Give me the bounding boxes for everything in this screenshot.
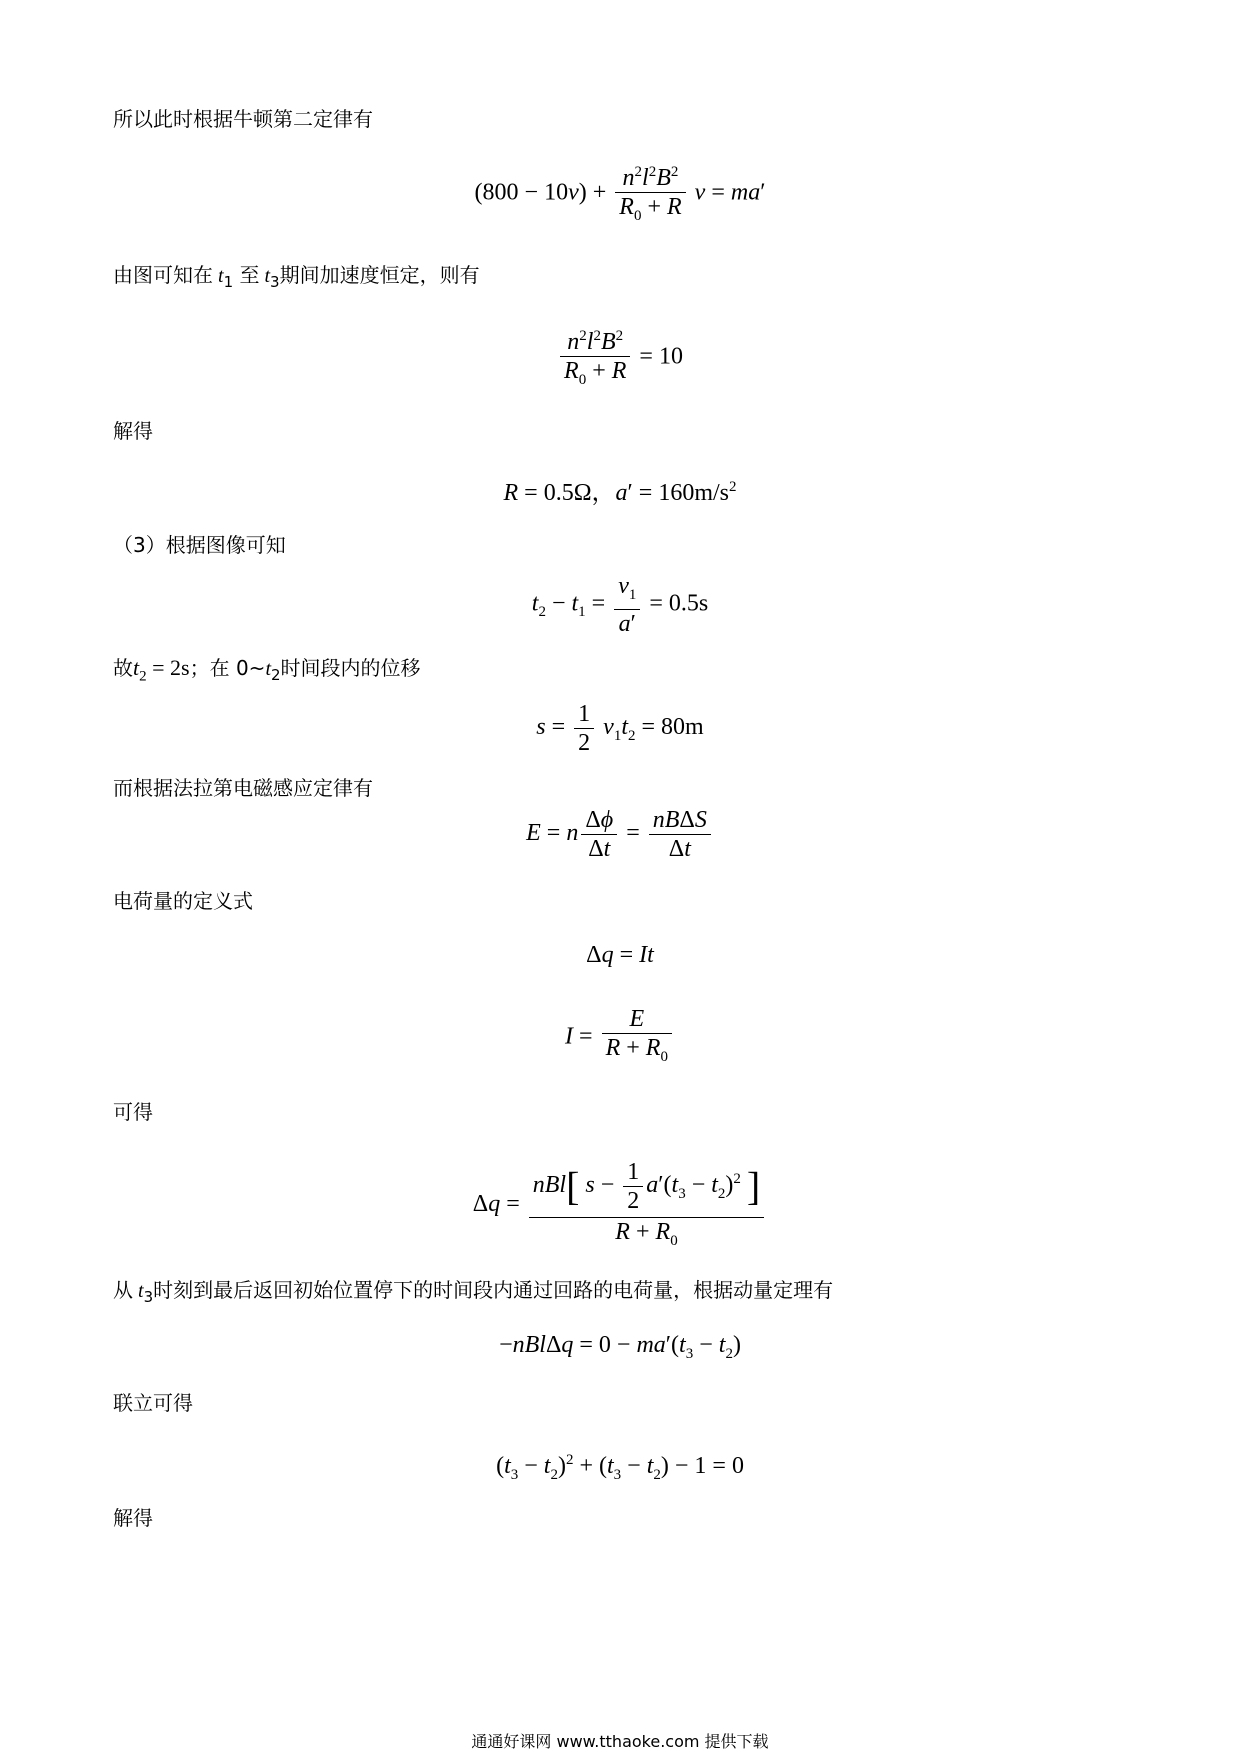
paragraph-momentum-theorem: 从 $t_3$时刻到最后返回初始位置停下的时间段内通过回路的电荷量，根据动量定理有 <box>113 1278 834 1306</box>
equation-charge-definition: Δq = It <box>586 942 654 968</box>
paragraph-solve-1: 解得 <box>113 419 153 443</box>
equation-charge-expression: Δq = nBl[ s − $\frac{1}{2}$ $a'(t_3 - t_2)^2$ ] $R + R_0$ <box>0 1156 1240 1255</box>
paragraph-combine: 联立可得 <box>113 1391 193 1415</box>
equation-momentum-theorem: $-nBl\Delta q = 0 - ma'(t_3 - t_2)$ <box>499 1332 741 1362</box>
paragraph-displacement: 故$t_2 = 2s$；在 $0\sim t_2$时间段内的位移 <box>113 655 421 685</box>
equation-displacement: s = $\frac{1}{2}$ $v_1t_2 = 80m$ <box>536 701 704 756</box>
paragraph-solve-2: 解得 <box>113 1506 153 1530</box>
equation-current: I = $\frac{E}{R + R_0}$ <box>0 1005 1240 1071</box>
equation-newton-second-law: (800 − 10v) + $\frac{n^2l^2B^2}{R_0 + R}$ v = ma′ <box>0 158 1240 230</box>
equation-constant-ratio: $\frac{n^2l^2B^2}{R_0 + R}$ = 10 <box>0 322 1240 394</box>
paragraph-constant-acceleration: 由图可知在 $t_1$ 至 $t_3$期间加速度恒定，则有 <box>113 263 480 291</box>
paragraph-obtain: 可得 <box>113 1100 153 1124</box>
paragraph-charge-definition: 电荷量的定义式 <box>113 889 253 913</box>
paragraph-part-3: （3）根据图像可知 <box>113 533 286 557</box>
equation-quadratic: $(t_3 - t_2)^2 + (t_3 - t_2) - 1 = 0$ <box>496 1452 744 1483</box>
paragraph-faraday-law: 而根据法拉第电磁感应定律有 <box>113 776 373 800</box>
equation-resistance-acceleration: R = 0.5Ω，$a' = 160m/s^2$ <box>503 479 737 506</box>
equation-faraday-emf: E = n $\frac{\Delta\phi}{\Delta t}$ = $\frac{\text{nBΔS}}{\Delta t}$ <box>0 806 1240 863</box>
footer-source: 通通好课网 www.tthaoke.com 提供下载 <box>471 1732 769 1751</box>
equation-time-interval: $t_2 - t_1$ = $\frac{v_1}{a'}$ = 0.5s <box>531 573 709 637</box>
paragraph-newton-second-law: 所以此时根据牛顿第二定律有 <box>113 107 373 131</box>
